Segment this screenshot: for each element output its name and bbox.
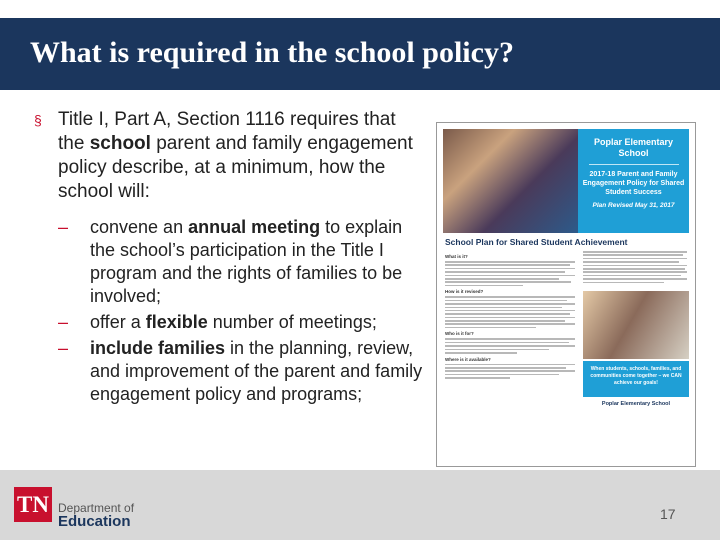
logo-education-text: Education (58, 513, 131, 530)
family-photo (583, 291, 689, 359)
slide-content (34, 108, 424, 409)
doc-section-heading: What is it? (445, 254, 468, 259)
doc-slogan-box: When students, schools, families, and communities come together – we CAN achieve our goals! (583, 361, 689, 397)
dash-bullet-icon: – (58, 217, 69, 237)
doc-school-name: Poplar Elementary School (593, 137, 674, 158)
doc-left-column (445, 251, 575, 381)
sub-bullet-bold: include families (90, 338, 226, 358)
sub-bullet-annual-meeting (58, 216, 424, 308)
main-bullet (34, 108, 424, 204)
doc-contact-name: Poplar Elementary School (601, 401, 671, 407)
main-bullet-text-bold: school (89, 133, 151, 154)
dash-bullet-icon: – (58, 312, 69, 332)
sub-bullet-bold: annual meeting (188, 217, 321, 237)
classroom-photo (443, 129, 578, 233)
slide-title: What is required in the school policy? (30, 36, 514, 69)
tn-logo-icon: TN (14, 487, 52, 522)
doc-section-heading: Where is it available? (445, 356, 491, 362)
sub-bullet-text: to explain the school’s participation in the Title I program and the rights of families to be involved; (90, 217, 403, 306)
doc-right-column (583, 251, 687, 285)
sub-bullet-bold: flexible (145, 312, 208, 332)
main-bullet-text-before: Title I, Part A, Section 1116 requires that the (58, 109, 396, 154)
doc-section-heading: How is it revised? (445, 289, 484, 295)
sub-bullet-text: number of meetings; (207, 312, 377, 332)
square-bullet-icon: § (34, 112, 42, 128)
sub-bullet-include-families (58, 337, 424, 406)
footer (0, 470, 720, 540)
doc-policy-title: 2017-18 Parent and Family Engagement Policy for Shared Student Success (582, 171, 685, 196)
logo-department-text: Department of (58, 501, 135, 515)
sub-bullet-list (34, 216, 424, 406)
sub-bullet-text: in the planning, review, and improvement of the parent and family engagement policy and programs; (90, 338, 423, 404)
dash-bullet-icon: – (58, 338, 69, 358)
doc-header-panel (578, 129, 689, 233)
main-bullet-text-after: parent and family engagement policy describe, at a minimum, how the school will: (58, 133, 413, 202)
sub-bullet-flexible (58, 311, 424, 334)
sub-bullet-text: convene an (90, 217, 189, 237)
title-bar (0, 18, 720, 90)
page-number: 17 (660, 506, 676, 522)
policy-document-thumbnail (436, 122, 696, 467)
doc-revised-date: Plan Revised May 31, 2017 (592, 202, 675, 209)
doc-divider (589, 164, 679, 165)
sub-bullet-text: offer a (90, 312, 146, 332)
doc-plan-title: School Plan for Shared Student Achievement (445, 237, 628, 247)
doc-section-heading: Who is it for? (445, 331, 474, 337)
doc-contact-block (583, 401, 689, 407)
